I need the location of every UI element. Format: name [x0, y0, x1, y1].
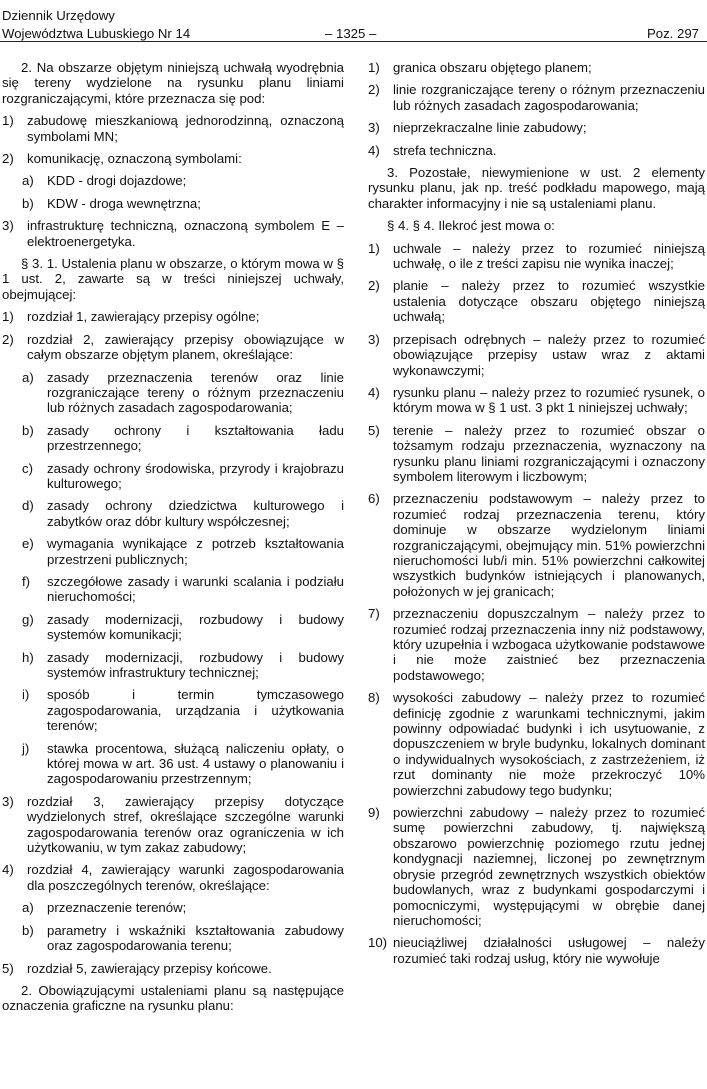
- item-text: rozdział 5, zawierający przepisy końcowe.: [27, 960, 272, 976]
- item-text: zasady ochrony i kształtowania ładu przestrzennego;: [47, 422, 344, 454]
- right-column: [368, 60, 705, 973]
- item-number: 3): [2, 218, 14, 234]
- item-text: terenie – należy przez to rozumieć obszar o tożsamym rodzaju przeznaczenia, wyznaczony na rysunku planu liniami rozgraniczającymi i oznaczony symbolem literowym i liczbowym;: [393, 422, 705, 484]
- sub-list-item: [2, 461, 344, 492]
- item-text: granica obszaru objętego planem;: [393, 60, 592, 75]
- list-item: [2, 961, 344, 976]
- list-item: [368, 606, 705, 683]
- list-item: [368, 143, 705, 158]
- list-item: [368, 385, 705, 416]
- item-number: 2): [368, 278, 380, 294]
- item-number: 10): [368, 935, 388, 951]
- item-number: 2): [2, 331, 14, 347]
- page-number: – 1325 –: [325, 26, 377, 41]
- item-number: 3): [368, 120, 380, 136]
- list-item: [2, 151, 344, 166]
- list-item: [368, 332, 705, 378]
- list-item: [368, 690, 705, 798]
- list-item: [368, 241, 705, 272]
- list-item: [368, 82, 705, 113]
- sub-list-item: [2, 612, 344, 643]
- item-text: nieuciążliwej działalności usługowej – należy rozumieć taki rodzaj usług, który nie wywołuje: [393, 935, 705, 966]
- item-text: rozdział 2, zawierający przepisy obowiązujące w całym obszarze objętym planem, określające:: [27, 331, 344, 363]
- item-text: KDW - droga wewnętrzna;: [47, 195, 201, 211]
- paragraph: 2. Obowiązującymi ustaleniami planu są następujące oznaczenia graficzne na rysunku planu:: [2, 982, 344, 1014]
- item-text: zasady ochrony dziedzictwa kulturowego i zabytków oraz dóbr kultury współczesnej;: [47, 498, 344, 529]
- item-number: 4): [2, 862, 14, 878]
- item-number: 1): [368, 60, 380, 75]
- sub-list-item: [2, 536, 344, 567]
- item-number: 4): [368, 384, 380, 400]
- item-text: KDD - drogi dojazdowe;: [47, 173, 187, 189]
- sub-list-item: [2, 741, 344, 787]
- item-text: zabudowę mieszkaniową jednorodzinną, oznaczoną symbolami MN;: [27, 113, 344, 144]
- item-number: 8): [368, 690, 380, 706]
- item-number: d): [22, 498, 34, 514]
- sub-list-item: [2, 650, 344, 681]
- item-text: parametry i wskaźniki kształtowania zabudowy oraz zagospodarowania terenu;: [47, 922, 344, 954]
- journal-title: Dziennik Urzędowy: [2, 8, 115, 23]
- item-text: przeznaczeniu dopuszczalnym – należy przez to rozumieć rodzaj przeznaczenia inny niż podstawowy, który uzupełnia i wzbogaca użytkowanie podstawowe i nie może zaistnieć bez przeznaczenia podstawowego;: [393, 606, 705, 683]
- sub-list-item: [2, 173, 344, 188]
- item-text: zasady modernizacji, rozbudowy i budowy systemów komunikacji;: [47, 611, 344, 643]
- list-item: [2, 862, 344, 893]
- paragraph: 2. Na obszarze objętym niniejszą uchwałą wyodrębnia się tereny wydzielone na rysunku planu liniami rozgraniczającymi, które przeznacza się pod:: [2, 60, 344, 106]
- list-item: [368, 60, 705, 75]
- item-number: h): [22, 649, 34, 665]
- item-number: 7): [368, 606, 380, 622]
- item-number: c): [22, 460, 33, 476]
- item-number: 3): [2, 793, 14, 809]
- list-item: [2, 794, 344, 856]
- item-text: przeznaczeniu podstawowym – należy przez to rozumieć rodzaj przeznaczenia terenu, który dominuje w obszarze wydzielonym liniami rozgraniczającymi, obejmujący min. 51% powierzchni nieruchomości lub/i min. 51% powierzchni całkowitej wszystkich budynków istniejących i planowanych, położonych w jej granicach;: [393, 491, 705, 599]
- item-text: szczegółowe zasady i warunki scalania i podziału nieruchomości;: [47, 573, 344, 605]
- item-number: 9): [368, 805, 380, 821]
- item-text: zasady modernizacji, rozbudowy i budowy systemów infrastruktury technicznej;: [47, 649, 344, 680]
- item-number: 2): [368, 82, 380, 98]
- item-text: powierzchni zabudowy – należy przez to rozumieć sumę powierzchni zabudowy, tj. największą obszarowo powierzchnię poziomego rzutu jednej kondygnacji naziemnej, liczonej po zewnętrznym obrysie przegród zewnętrznych wszystkich obiektów budowlanych, wraz z budynkami gospodarczymi i pomocniczymi, występującymi w obrębie danej nieruchomości;: [393, 805, 705, 928]
- item-text: planie – należy przez to rozumieć wszystkie ustalenia dotyczące obszaru objętego niniejszą uchwałą;: [393, 278, 705, 325]
- list-item: [2, 218, 344, 249]
- item-number: i): [22, 687, 30, 703]
- list-item: [2, 309, 344, 324]
- list-item: [368, 423, 705, 485]
- item-text: rysunku planu – należy przez to rozumieć rysunek, o którym mowa w § 1 ust. 3 pkt 1 niniejszej uchwały;: [393, 384, 705, 416]
- item-number: 1): [2, 309, 14, 325]
- sub-list-item: [2, 900, 344, 915]
- paragraph: § 4. § 4. Ilekroć jest mowa o:: [387, 218, 555, 234]
- item-number: g): [22, 611, 34, 627]
- item-text: rozdział 4, zawierający warunki zagospodarowania dla poszczególnych terenów, określające:: [27, 862, 344, 893]
- sub-list-item: [2, 370, 344, 416]
- paragraph: § 3. 1. Ustalenia planu w obszarze, o którym mowa w § 1 ust. 2, zawarte są w treści niniejszej uchwały, obejmującej:: [2, 256, 344, 302]
- item-text: strefa techniczna.: [393, 142, 497, 158]
- item-number: j): [22, 740, 30, 756]
- item-text: przeznaczenie terenów;: [47, 900, 187, 916]
- item-number: a): [22, 369, 34, 385]
- item-number: a): [22, 173, 34, 189]
- item-number: b): [22, 922, 34, 938]
- sub-list-item: [2, 423, 344, 454]
- sub-list-item: [2, 923, 344, 954]
- item-text: zasady przeznaczenia terenów oraz linie rozgraniczające tereny o różnym przeznaczeniu lub różnych zasadach zagospodarowania;: [47, 369, 344, 416]
- item-text: rozdział 3, zawierający przepisy dotyczące wydzielonych stref, określające szczególne warunki zagospodarowania terenów oraz ograniczenia w ich użytkowaniu, w tym zakaz zabudowy;: [27, 793, 344, 856]
- item-number: f): [22, 573, 31, 589]
- item-number: 1): [368, 240, 380, 256]
- list-item: [368, 278, 705, 324]
- item-number: 2): [2, 151, 14, 167]
- item-number: 5): [2, 960, 14, 976]
- item-number: 5): [368, 422, 380, 438]
- list-item: [368, 935, 705, 966]
- item-text: wysokości zabudowy – należy przez to rozumieć definicję zgodnie z warunkami technicznymi, jakim powinny odpowiadać budynki i ich usytuowanie, z dopuszczeniem w bryle budynku, lokalnych dominant o indywidualnych wysokościach, z zastrzeżeniem, iż rzut dominanty nie może przekroczyć 10% powierzchni zabudowy tego budynku;: [393, 690, 705, 798]
- sub-list-item: [2, 574, 344, 605]
- position-number: Poz. 297: [646, 26, 699, 41]
- item-text: uchwale – należy przez to rozumieć niniejszą uchwałę, o ile z treści zapisu nie wynika inaczej;: [393, 240, 705, 272]
- header-rule: [0, 41, 707, 42]
- paragraph: 3. Pozostałe, niewymienione w ust. 2 elementy rysunku planu, jak np. treść podkładu mapowego, mają charakter informacyjny i nie są ustaleniami planu.: [368, 165, 705, 211]
- page-header: [2, 8, 705, 42]
- journal-issue: Województwa Lubuskiego Nr 14: [2, 26, 191, 41]
- list-item: [368, 805, 705, 928]
- item-text: sposób i termin tymczasowego zagospodarowania, urządzania i użytkowania terenów;: [47, 687, 344, 734]
- list-item: [2, 113, 344, 144]
- item-text: wymagania wynikające z potrzeb kształtowania przestrzeni publicznych;: [47, 536, 344, 567]
- item-text: przepisach odrębnych – należy przez to rozumieć obowiązujące przepisy ustaw wraz z aktami wykonawczymi;: [393, 331, 705, 378]
- item-number: 4): [368, 142, 380, 158]
- sub-list-item: [2, 498, 344, 529]
- item-text: komunikację, oznaczoną symbolami:: [27, 151, 242, 167]
- item-number: 3): [368, 331, 380, 347]
- list-item: [368, 120, 705, 135]
- item-number: 6): [368, 491, 380, 507]
- item-number: e): [22, 536, 34, 552]
- left-column: [2, 60, 344, 1021]
- sub-list-item: [2, 196, 344, 211]
- item-text: infrastrukturę techniczną, oznaczoną symbolem E – elektroenergetyka.: [27, 218, 344, 249]
- item-text: stawka procentowa, służącą naliczeniu opłaty, o której mowa w art. 36 ust. 4 ustawy o planowaniu i zagospodarowaniu przestrzennym;: [47, 740, 344, 787]
- list-item: [2, 332, 344, 363]
- item-text: rozdział 1, zawierający przepisy ogólne;: [27, 309, 260, 325]
- sub-list-item: [2, 687, 344, 733]
- list-item: [368, 491, 705, 599]
- item-number: b): [22, 195, 34, 211]
- item-number: 1): [2, 113, 14, 129]
- item-number: b): [22, 422, 34, 438]
- item-text: linie rozgraniczające tereny o różnym przeznaczeniu lub różnych zasadach zagospodarowania;: [393, 82, 705, 113]
- item-text: zasady ochrony środowiska, przyrody i krajobrazu kulturowego;: [47, 460, 344, 491]
- item-number: a): [22, 900, 34, 916]
- item-text: nieprzekraczalne linie zabudowy;: [393, 120, 587, 136]
